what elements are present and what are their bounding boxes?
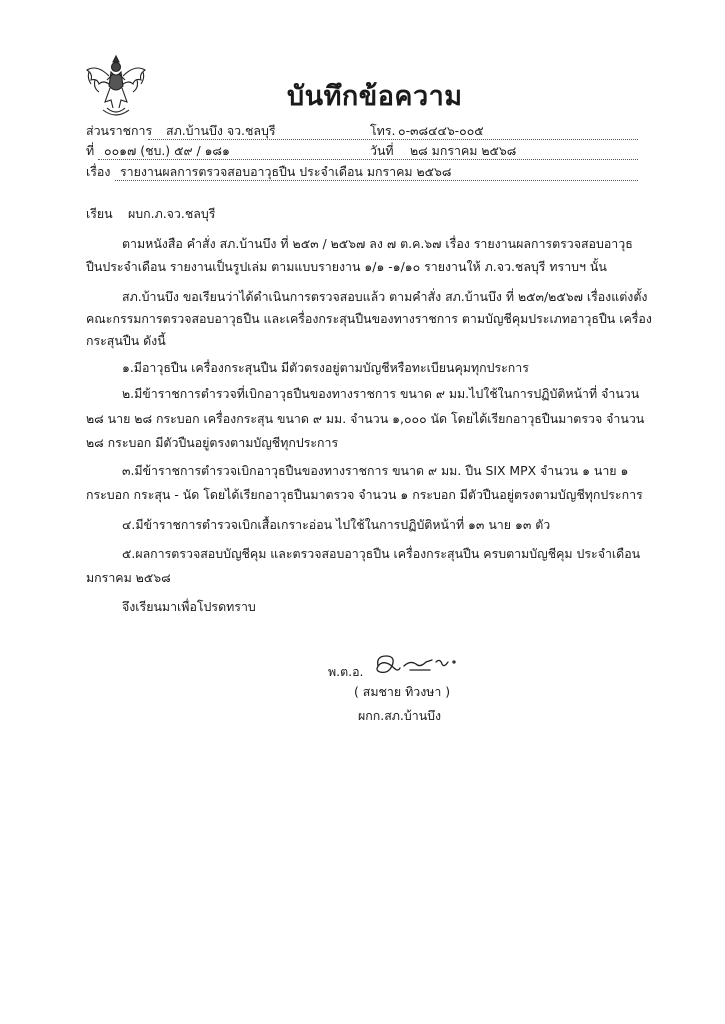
body-line: ๒๘ นาย ๒๘ กระบอก เครื่องกระสุน ขนาด ๙ มม. จำนวน ๑,๐๐๐ นัด โดยได้เรียกอาวุธปืนมาตรวจ จำนวน bbox=[86, 411, 645, 426]
department-value: สภ.บ้านบึง จว.ชลบุรี bbox=[166, 123, 276, 138]
body-line: ๕.ผลการตรวจสอบบัญชีคุม และตรวจสอบอาวุธปืน เครื่องกระสุนปืน ครบตามบัญชีคุม ประจำเดือน bbox=[122, 546, 641, 561]
subject-value: รายงานผลการตรวจสอบอาวุธปืน ประจำเดือน มกราคม ๒๕๖๘ bbox=[120, 164, 452, 179]
signer-rank: พ.ต.อ. bbox=[328, 664, 364, 679]
signer-name: ( สมชาย ทิวงษา ) bbox=[354, 684, 451, 699]
body-line: มกราคม ๒๕๖๘ bbox=[86, 570, 171, 585]
date-label: วันที่ bbox=[370, 143, 394, 158]
department-label: ส่วนราชการ bbox=[86, 123, 153, 138]
ref-label: ที่ bbox=[86, 143, 95, 158]
subject-label: เรื่อง bbox=[86, 164, 111, 179]
body-line: สภ.บ้านบึง ขอเรียนว่าได้ดำเนินการตรวจสอบแล้ว ตามคำสั่ง สภ.บ้านบึง ที่ ๒๕๓/๒๕๖๗ เรื่องแต่งตั้ง bbox=[122, 289, 648, 304]
handwritten-signature bbox=[370, 648, 462, 682]
garuda-emblem bbox=[83, 50, 149, 120]
body-line: ปืนประจำเดือน รายงานเป็นรูปเล่ม ตามแบบรายงาน ๑/๑ -๑/๑๐ รายงานให้ ภ.จว.ชลบุรี ทราบฯ นั้น bbox=[86, 259, 607, 274]
body-line: ๒๘ กระบอก มีตัวปืนอยู่ตรงตามบัญชีทุกประการ bbox=[86, 435, 339, 450]
closing-line: จึงเรียนมาเพื่อโปรดทราบ bbox=[122, 599, 256, 614]
ref-value: ๐๐๑๗ (ชบ.) ๕๙ / ๑๘๑ bbox=[104, 143, 230, 158]
document-title: บันทึกข้อความ bbox=[287, 81, 463, 112]
salutation-label: เรียน bbox=[86, 206, 113, 221]
body-line: ๔.มีข้าราชการตำรวจเบิกเสื้อเกราะอ่อน ไปใช้ในการปฏิบัติหน้าที่ ๑๓ นาย ๑๓ ตัว bbox=[122, 517, 551, 532]
signer-position: ผกก.สภ.บ้านบึง bbox=[358, 708, 442, 723]
ref-rule bbox=[98, 159, 638, 160]
body-line: ตามหนังสือ คำสั่ง สภ.บ้านบึง ที่ ๒๕๓ / ๒๕๖๗ ลง ๗ ต.ค.๖๗ เรื่อง รายงานผลการตรวจสอบอาวุธ bbox=[122, 236, 633, 251]
date-value: ๒๘ มกราคม ๒๕๖๘ bbox=[410, 143, 517, 158]
department-rule bbox=[148, 139, 638, 140]
body-line: กระสุนปืน ดังนี้ bbox=[86, 333, 166, 348]
phone-value: ๐-๓๘๔๔๖-๐๐๕ bbox=[398, 123, 484, 138]
body-line: ๒.มีข้าราชการตำรวจที่เบิกอาวุธปืนของทางราชการ ขนาด ๙ มม.ไปใช้ในการปฏิบัติหน้าที่ จำนวน bbox=[122, 386, 640, 401]
body-line: กระบอก กระสุน - นัด โดยได้เรียกอาวุธปืนมาตรวจ จำนวน ๑ กระบอก มีตัวปืนอยู่ตรงตามบัญชีทุกประการ bbox=[86, 487, 643, 502]
body-line: ๓.มีข้าราชการตำรวจเบิกอาวุธปืนของทางราชการ ขนาด ๙ มม. ปืน SIX MPX จำนวน ๑ นาย ๑ bbox=[122, 463, 629, 478]
phone-label: โทร. bbox=[370, 123, 396, 138]
salutation-value: ผบก.ภ.จว.ชลบุรี bbox=[128, 206, 216, 221]
body-line: คณะกรรมการตรวจสอบอาวุธปืน และเครื่องกระสุนปืนของทางราชการ ตามบัญชีคุมประเภทอาวุธปืน เครื่อง bbox=[86, 311, 652, 326]
body-line: ๑.มีอาวุธปืน เครื่องกระสุนปืน มีตัวตรงอยู่ตามบัญชีหรือทะเบียนคุมทุกประการ bbox=[122, 360, 529, 375]
subject-rule bbox=[115, 180, 638, 181]
